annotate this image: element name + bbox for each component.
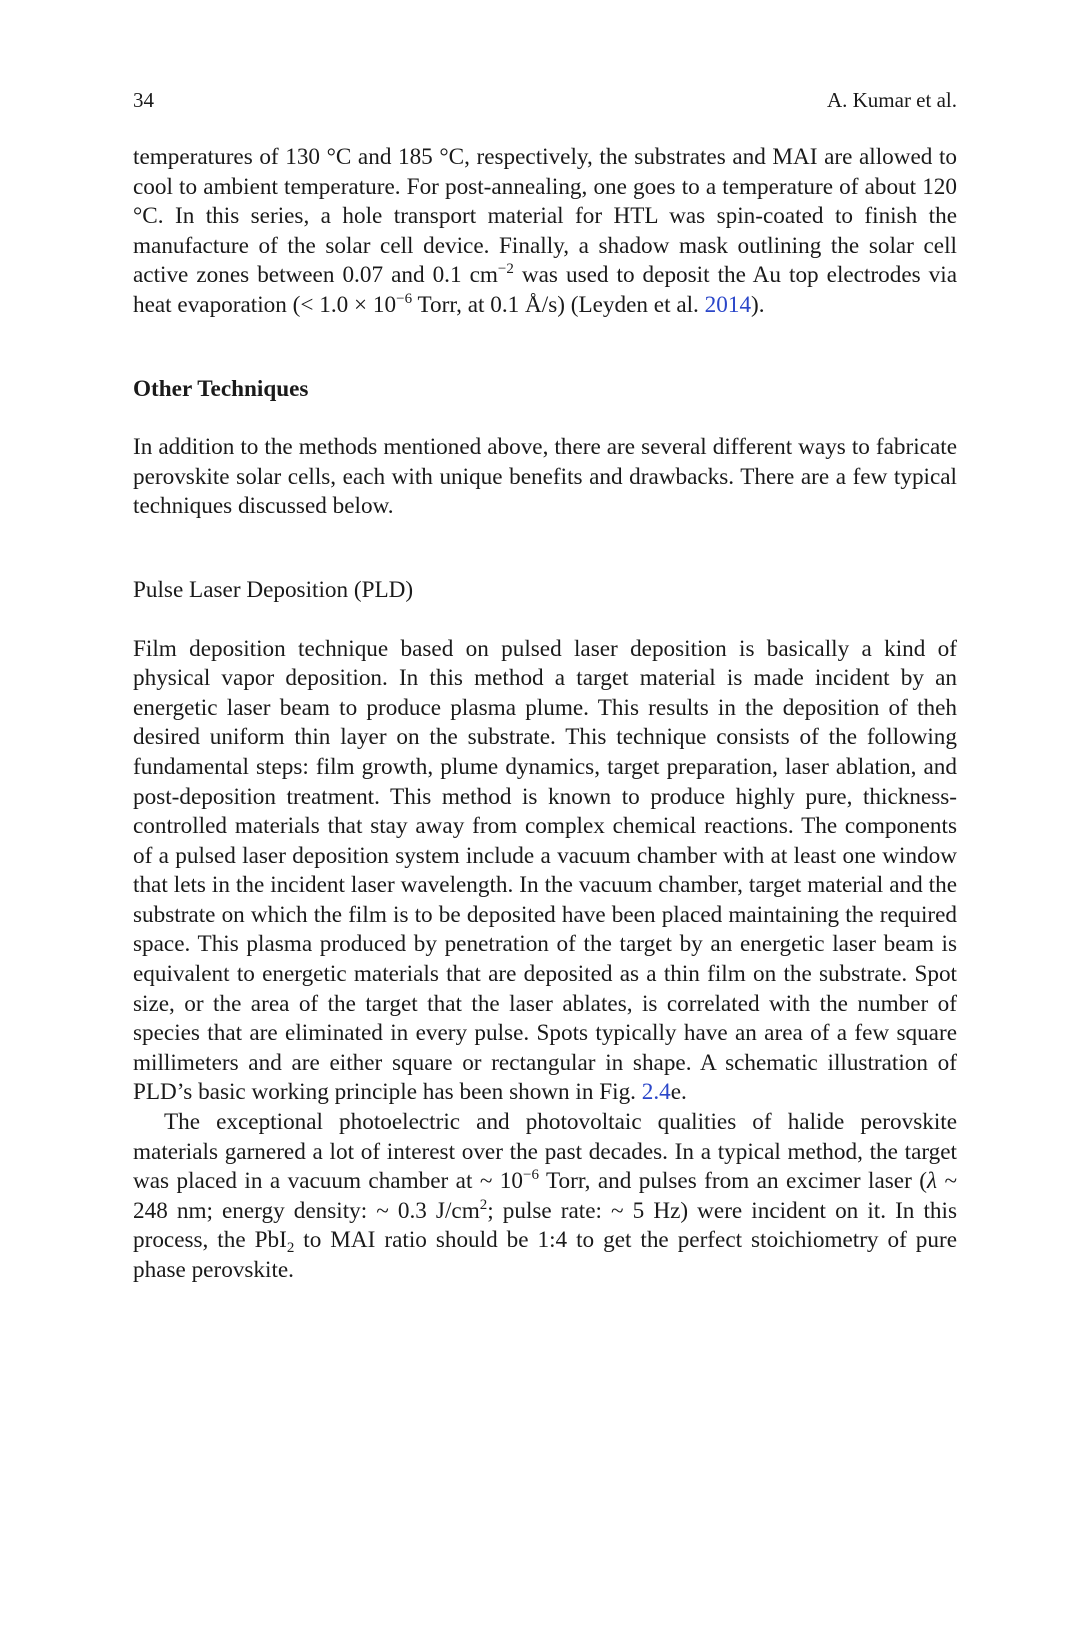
text-run: Torr, at 0.1 Å/s) (Leyden et al. xyxy=(412,291,705,318)
superscript: −2 xyxy=(497,261,514,278)
lambda-symbol: λ xyxy=(926,1168,938,1195)
paragraph-pld-2 xyxy=(133,1108,957,1286)
superscript: 2 xyxy=(479,1196,488,1213)
text-run: ~ 248 nm; energy density: ~ 0.3 J/cm xyxy=(133,1168,958,1224)
superscript: −6 xyxy=(396,290,413,307)
text-run: The exceptional photoelectric and photovoltaic qualities of halide perovskite materials garnered a lot of interest over the past decades. In a typical method, the target was placed in a vacuum chamber at ~ 10 xyxy=(133,1109,957,1195)
text-run: Film deposition technique based on pulsed laser deposition is basically a kind of physical vapor deposition. In this method a target material is made incident by an energetic laser beam to produce plasma plume. This results in the deposition of theh desired uniform thin layer on the substrate. This technique consists of the following fundamental steps: film growth, plume dynamics, target preparation, laser ablation, and post-deposition treatment. This method is known to produce highly pure, thickness-controlled materials that stay away from complex chemical reactions. The components of a pulsed laser deposition system include a vacuum chamber with at least one window that lets in the incident laser wavelength. In the vacuum chamber, target material and the substrate on which the film is to be deposited have been placed maintaining the required space. This plasma produced by penetration of the target by an energetic laser beam is equivalent to energetic materials that are deposited as a thin film on the substrate. Spot size, or the area of the target that the laser ablates, is correlated with the number of species that are eliminated in every pulse. Spots typically have an area of a few square millimeters and are either square or rectangular in shape. A schematic illustration of PLD’s basic working principle has been shown in Fig. xyxy=(133,635,957,1106)
figure-link[interactable]: 2.4 xyxy=(641,1079,671,1106)
paragraph-continuation xyxy=(133,143,957,321)
text-run: Torr, and pulses from an excimer laser ( xyxy=(538,1168,927,1195)
running-author: A. Kumar et al. xyxy=(826,88,957,112)
paragraph-intro: In addition to the methods mentioned above, there are several different ways to fabricate perovskite solar cells, each with unique benefits and drawbacks. There are a few typical techniques discussed below. xyxy=(133,434,957,520)
citation-link[interactable]: 2014 xyxy=(704,291,752,318)
subscript: 2 xyxy=(286,1240,295,1257)
page-number: 34 xyxy=(133,88,154,112)
paragraph-pld xyxy=(133,635,957,1109)
text-run: to MAI ratio should be 1:4 to get the perfect stoichiometry of pure phase perovskite. xyxy=(133,1227,957,1283)
section-heading: Other Techniques xyxy=(133,375,309,402)
text-run: e. xyxy=(670,1079,687,1106)
text-run: ; pulse rate: ~ 5 Hz) were incident on it. In this process, the PbI xyxy=(133,1197,957,1254)
superscript: −6 xyxy=(523,1167,539,1184)
running-head xyxy=(133,86,957,116)
body-text xyxy=(133,143,957,1286)
text-run: temperatures of 130 °C and 185 °C, respectively, the substrates and MAI are allowed to cool to ambient temperature. For post-annealing, one goes to a temperature of about 120 °C. In this series, a hole transport material for HTL was spin-coated to finish the manufacture of the solar cell device. Finally, a shadow mask outlining the solar cell active zones between 0.07 and 0.1 cm xyxy=(133,144,957,289)
subsection-heading: Pulse Laser Deposition (PLD) xyxy=(133,576,414,603)
text-run: was used to deposit the Au top electrodes via heat evaporation (< 1.0 × 10 xyxy=(133,262,957,318)
text-run: ). xyxy=(751,291,765,318)
